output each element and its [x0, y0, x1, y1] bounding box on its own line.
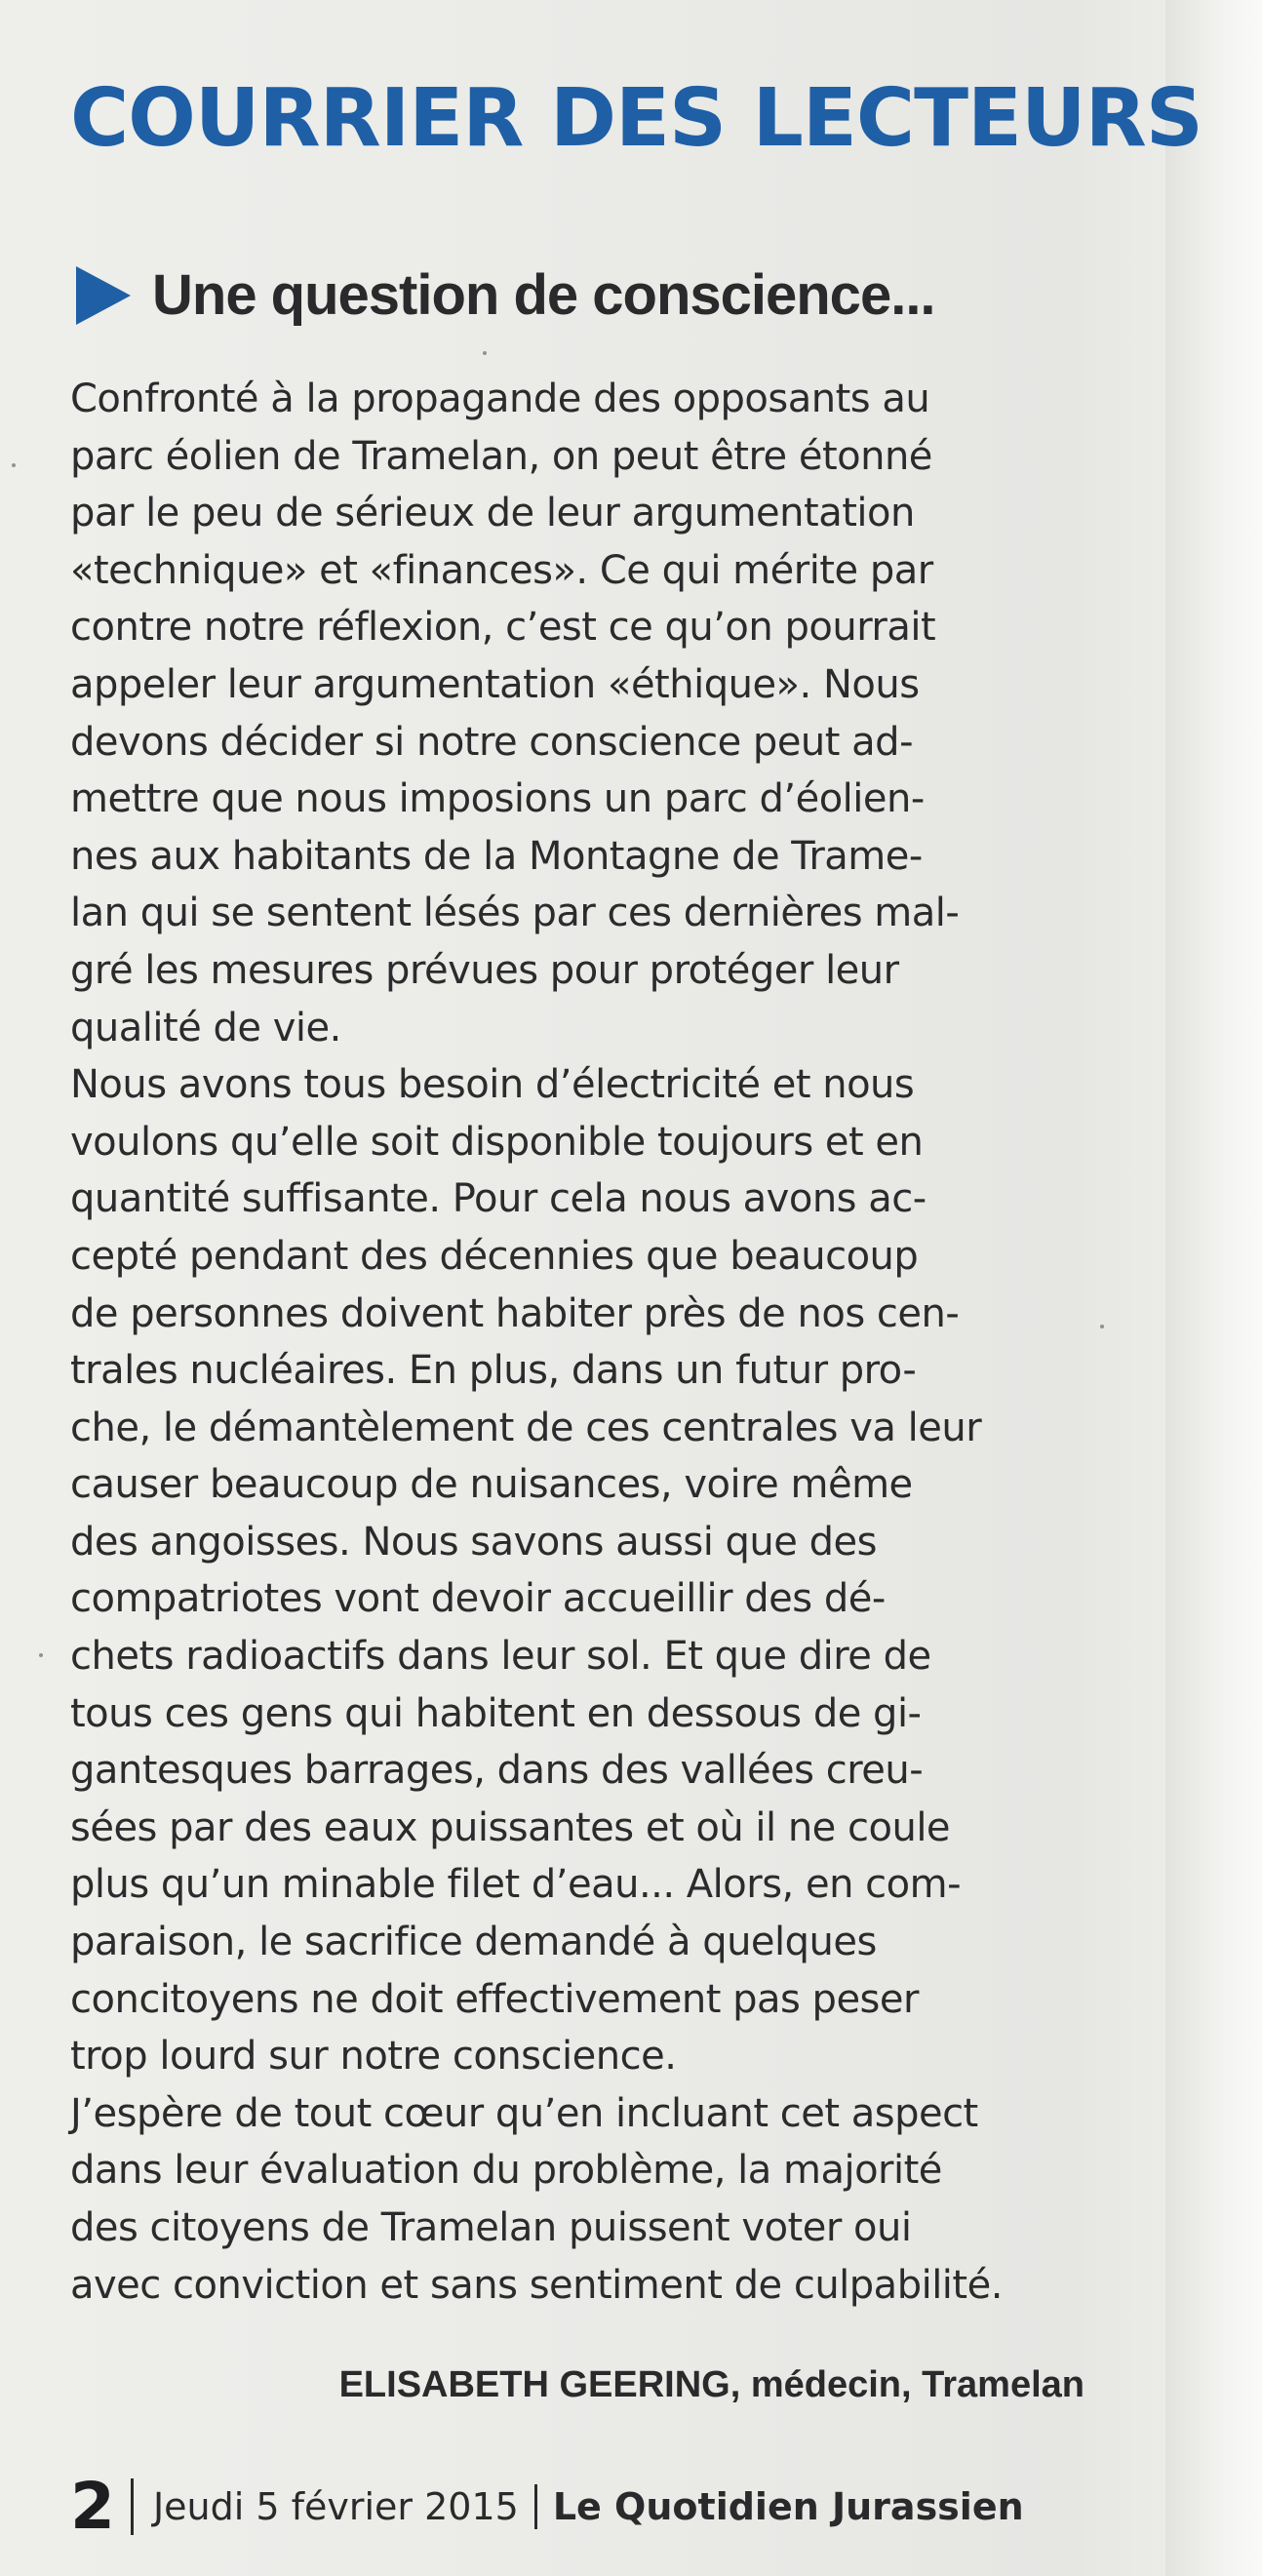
paper-speck	[483, 351, 487, 355]
text-line: trales nucléaires. En plus, dans un futur pro-	[70, 1348, 917, 1394]
text-line: appeler leur argumentation «éthique». Nous	[70, 661, 920, 707]
paper-speck	[12, 463, 16, 467]
text-line: par le peu de sérieux de leur argumentation	[70, 491, 915, 536]
text-line: contre notre réflexion, c’est ce qu’on pourrait	[70, 605, 936, 651]
text-line: des angoisses. Nous savons aussi que des	[70, 1519, 877, 1565]
text-line: avec conviction et sans sentiment de culpabilité.	[70, 2262, 1003, 2308]
text-line: che, le démantèlement de ces centrales va leur	[70, 1405, 982, 1450]
publication-date: Jeudi 5 février 2015	[152, 2485, 519, 2528]
text-line: voulons qu’elle soit disponible toujours et en	[70, 1119, 924, 1165]
paragraph-1	[70, 371, 1085, 1056]
newspaper-name: Le Quotidien Jurassien	[552, 2485, 1024, 2528]
text-line: tous ces gens qui habitent en dessous de gi-	[70, 1690, 922, 1736]
text-line: Nous avons tous besoin d’électricité et nous	[70, 1062, 915, 1108]
text-line: cepté pendant des décennies que beaucoup	[70, 1233, 919, 1279]
play-arrow-icon	[76, 266, 131, 325]
text-line: nes aux habitants de la Montagne de Trame-	[70, 833, 923, 879]
text-line: qualité de vie.	[70, 1005, 341, 1050]
section-rubric: COURRIER DES LECTEURS	[70, 72, 1203, 165]
text-line: parc éolien de Tramelan, on peut être étonné	[70, 433, 932, 479]
page-footer	[70, 2468, 1024, 2546]
article-body	[70, 371, 1085, 2314]
text-line: mettre que nous imposions un parc d’éolien-	[70, 776, 925, 822]
paper-speck	[1100, 1325, 1104, 1328]
text-line: trop lourd sur notre conscience.	[70, 2034, 677, 2080]
text-line: des citoyens de Tramelan puissent voter oui	[70, 2205, 912, 2250]
text-line: chets radioactifs dans leur sol. Et que dire de	[70, 1634, 931, 1680]
text-line: concitoyens ne doit effectivement pas peser	[70, 1976, 919, 2022]
text-line: lan qui se sentent lésés par ces dernières mal-	[70, 891, 960, 936]
text-line: devons décider si notre conscience peut ad-	[70, 719, 914, 765]
author-signature: ELISABETH GEERING, médecin, Tramelan	[338, 2364, 1085, 2405]
text-line: sées par des eaux puissantes et où il ne coule	[70, 1804, 951, 1850]
paragraph-3	[70, 2085, 1085, 2314]
text-line: Confronté à la propagande des opposants au	[70, 376, 930, 421]
article-headline: Une question de conscience...	[152, 263, 935, 327]
paragraph-2	[70, 1056, 1085, 2085]
text-line: gantesques barrages, dans des vallées creu-	[70, 1748, 924, 1794]
text-line: quantité suffisante. Pour cela nous avons ac-	[70, 1176, 927, 1222]
text-line: dans leur évaluation du problème, la majorité	[70, 2148, 942, 2194]
paper-edge	[1165, 0, 1262, 2576]
text-line: de personnes doivent habiter près de nos cen-	[70, 1290, 960, 1336]
headline-row	[76, 252, 935, 339]
page-number: 2	[70, 2469, 115, 2544]
text-line: «technique» et «finances». Ce qui mérite par	[70, 547, 933, 593]
text-line: paraison, le sacrifice demandé à quelques	[70, 1920, 877, 1965]
text-line: causer beaucoup de nuisances, voire même	[70, 1462, 913, 1508]
footer-divider	[534, 2484, 537, 2529]
text-line: plus qu’un minable filet d’eau... Alors, en com-	[70, 1862, 962, 1908]
text-line: J’espère de tout cœur qu’en incluant cet aspect	[70, 2090, 978, 2136]
paper-speck	[39, 1653, 43, 1657]
footer-divider	[131, 2478, 134, 2535]
text-line: compatriotes vont devoir accueillir des dé-	[70, 1576, 886, 1622]
text-line: gré les mesures prévues pour protéger leur	[70, 947, 899, 993]
